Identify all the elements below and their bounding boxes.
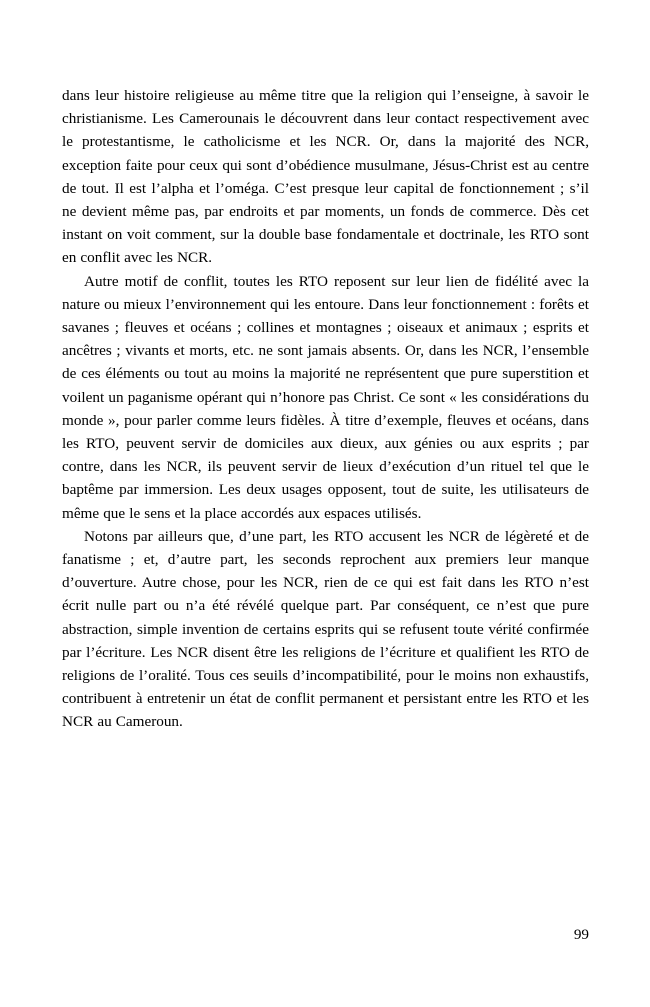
- paragraph-2: Autre motif de conflit, toutes les RTO reposent sur leur lien de fidélité avec la nature ou mieux l’environnement qui les entoure. Dans leur fonctionnement : forêts et savanes ; fleuves et océans ; collines et montagnes ; oiseaux et animaux ; esprits et ancêtres ; vivants et morts, etc. ne sont jamais absents. Or, dans les NCR, l’ensemble de ces éléments ou tout au moins la majorité ne représentent que pure superstition et voilent un paganisme opérant qui n’honore pas Christ. Ce sont « les considérations du monde », pour parler comme leurs fidèles. À titre d’exemple, fleuves et océans, dans les RTO, peuvent servir de domiciles aux dieux, aux génies ou aux esprits ; par contre, dans les NCR, ils peuvent servir de lieux d’exécution d’un rituel tel que le baptême par immersion. Les deux usages opposent, tout de suite, les utilisateurs de même que le sens et la place accordés aux espaces utilisés.: [62, 272, 589, 522]
- paragraph-1: dans leur histoire religieuse au même titre que la religion qui l’enseigne, à savoir le christianisme. Les Camerounais le découvrent dans leur contact respectivement avec le protestantisme, le catholicisme et les NCR. Or, dans la majorité des NCR, exception faite pour ceux qui sont d’obédience musulmane, Jésus-Christ est au centre de tout. Il est l’alpha et l’oméga. C’est presque leur capital de fonctionnement ; s’il ne devient même pas, par endroits et par moments, un fonds de commerce. Dès cet instant on voit comment, sur la double base fondamentale et doctrinale, les RTO sont en conflit avec les NCR.: [62, 87, 589, 267]
- paragraph-3: Notons par ailleurs que, d’une part, les RTO accusent les NCR de légèreté et de fanatisme ; et, d’autre part, les seconds reprochent aux premiers leur manque d’ouverture. Autre chose, pour les NCR, rien de ce qui est fait dans les RTO n’est écrit nulle part ou n’a été révélé quelque part. Par conséquent, ce n’est que pure abstraction, simple invention de certains esprits qui se refusent toute vérité confirmée par l’écriture. Les NCR disent être les religions de l’écriture et qualifient les RTO de religions de l’oralité. Tous ces seuils d’incompatibilité, pour le moins non exhaustifs, contribuent à entretenir un état de conflit permanent et persistant entre les RTO et les NCR au Cameroun.: [62, 527, 589, 731]
- body-text: [62, 84, 589, 734]
- page-number: 99: [573, 926, 589, 943]
